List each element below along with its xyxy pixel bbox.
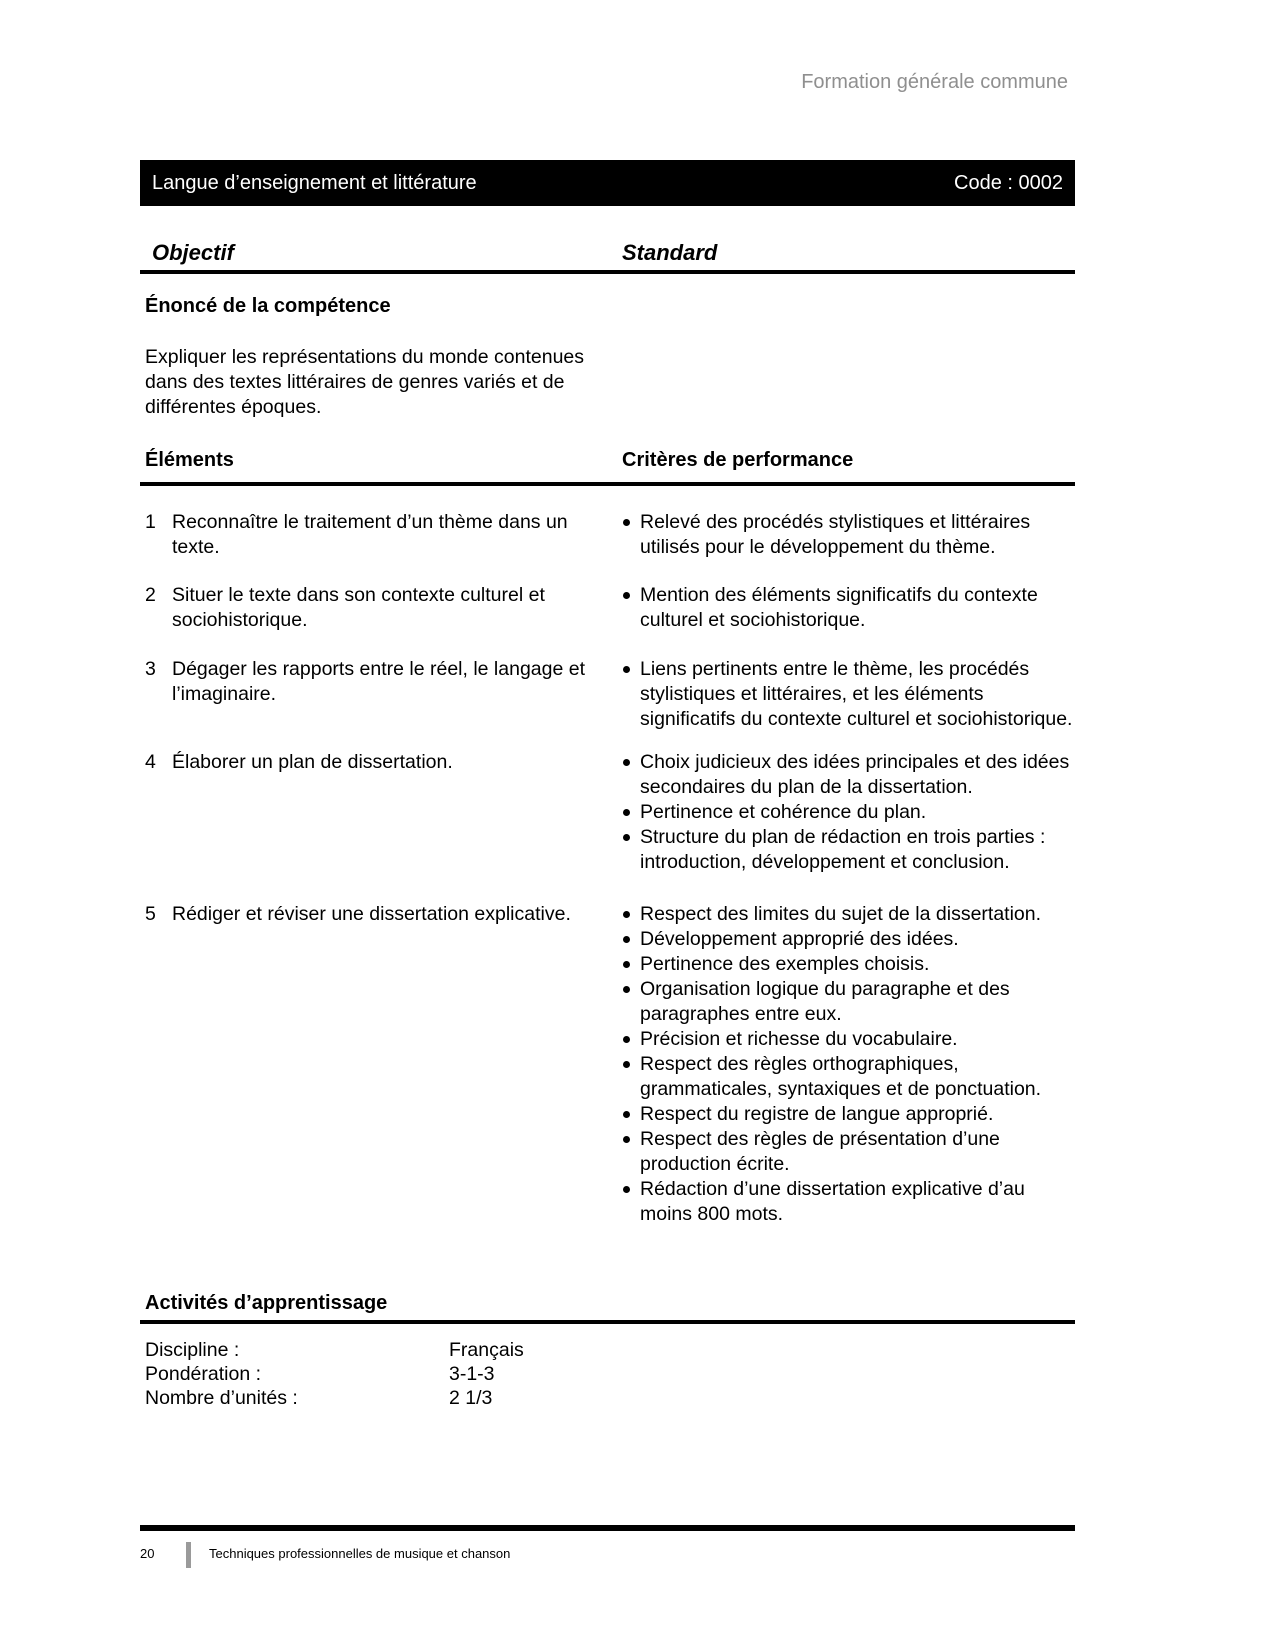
element-row	[140, 750, 1075, 875]
criterion-item	[622, 800, 1075, 825]
criterion-item	[622, 1127, 1075, 1177]
criterion-item	[622, 1102, 1075, 1127]
criterion-text: Respect du registre de langue approprié.	[640, 1103, 994, 1125]
field-value: 3-1-3	[449, 1363, 495, 1385]
criterion-text: Organisation logique du paragraphe et des paragraphes entre eux.	[640, 978, 1010, 1025]
field-row	[145, 1338, 524, 1362]
bullet-icon	[622, 952, 640, 977]
criterion-item	[622, 750, 1075, 800]
bullet-icon	[622, 800, 640, 825]
criterion-item	[622, 510, 1075, 560]
activities-fields	[145, 1338, 524, 1410]
criterion-text: Choix judicieux des idées principales et des idées secondaires du plan de la dissertation.	[640, 751, 1070, 798]
standard-heading: Standard	[622, 240, 718, 265]
field-label: Nombre d’unités :	[145, 1387, 298, 1409]
bullet-icon	[622, 977, 640, 1002]
element-number: 5	[145, 903, 156, 925]
divider-rule	[140, 1320, 1075, 1324]
field-row	[145, 1386, 524, 1410]
element-row	[140, 583, 1075, 633]
element-cell	[140, 750, 622, 775]
criterion-item	[622, 1027, 1075, 1052]
table-headers	[140, 448, 1075, 478]
course-title: Langue d’enseignement et littérature	[152, 171, 477, 194]
elements-table	[140, 486, 1075, 1227]
element-number: 1	[145, 511, 156, 533]
criterion-item	[622, 583, 1075, 633]
section-headers	[140, 240, 1075, 270]
criterion-text: Pertinence des exemples choisis.	[640, 953, 930, 975]
criteria-cell	[622, 750, 1075, 875]
element-text: Dégager les rapports entre le réel, le langage et l’imaginaire.	[172, 658, 586, 705]
bullet-icon	[622, 1052, 640, 1077]
criteria-heading: Critères de performance	[622, 449, 854, 471]
field-row	[145, 1362, 524, 1386]
activities-heading: Activités d’apprentissage	[145, 1292, 388, 1314]
bullet-icon	[622, 825, 640, 850]
bullet-icon	[622, 657, 640, 682]
criterion-item	[622, 952, 1075, 977]
footer-divider	[186, 1542, 191, 1568]
bullet-icon	[622, 1102, 640, 1127]
field-value: 2 1/3	[449, 1387, 493, 1409]
footer	[140, 1542, 510, 1568]
criterion-text: Structure du plan de rédaction en trois parties : introduction, développement et conclusion.	[640, 826, 1046, 873]
bullet-icon	[622, 510, 640, 535]
criterion-text: Précision et richesse du vocabulaire.	[640, 1028, 958, 1050]
element-row	[140, 902, 1075, 1227]
criterion-item	[622, 927, 1075, 952]
element-text: Reconnaître le traitement d’un thème dans un texte.	[172, 511, 568, 558]
criterion-text: Relevé des procédés stylistiques et littéraires utilisés pour le développement du thème.	[640, 511, 1031, 558]
element-row	[140, 510, 1075, 560]
criterion-item	[622, 902, 1075, 927]
bullet-icon	[622, 1027, 640, 1052]
criterion-text: Pertinence et cohérence du plan.	[640, 801, 927, 823]
bullet-icon	[622, 750, 640, 775]
criterion-item	[622, 1177, 1075, 1227]
element-number: 4	[145, 751, 156, 773]
element-cell	[140, 583, 622, 633]
criteria-cell	[622, 583, 1075, 633]
field-label: Discipline :	[145, 1339, 240, 1361]
bullet-icon	[622, 1177, 640, 1202]
footer-rule	[140, 1525, 1075, 1531]
field-label: Pondération :	[145, 1363, 262, 1385]
criterion-text: Respect des limites du sujet de la dissertation.	[640, 903, 1042, 925]
field-value: Français	[449, 1339, 524, 1361]
criterion-text: Respect des règles de présentation d’une production écrite.	[640, 1128, 1000, 1175]
course-code: Code : 0002	[954, 171, 1063, 194]
title-bar	[140, 160, 1075, 206]
criteria-cell	[622, 510, 1075, 560]
criterion-text: Liens pertinents entre le thème, les procédés stylistiques et littéraires, et les éléments significatifs du contexte culturel et sociohistorique.	[640, 658, 1073, 730]
criterion-item	[622, 977, 1075, 1027]
criterion-item	[622, 825, 1075, 875]
bullet-icon	[622, 927, 640, 952]
element-text: Rédiger et réviser une dissertation explicative.	[172, 903, 571, 925]
bullet-icon	[622, 583, 640, 608]
criterion-item	[622, 657, 1075, 732]
criterion-text: Rédaction d’une dissertation explicative d’au moins 800 mots.	[640, 1178, 1025, 1225]
bullet-icon	[622, 902, 640, 927]
element-number: 3	[145, 658, 156, 680]
objectif-heading: Objectif	[152, 240, 234, 265]
footer-text: Techniques professionnelles de musique et chanson	[209, 1546, 511, 1561]
criterion-text: Respect des règles orthographiques, grammaticales, syntaxiques et de ponctuation.	[640, 1053, 1042, 1100]
element-text: Situer le texte dans son contexte culturel et sociohistorique.	[172, 584, 545, 631]
competence-heading: Énoncé de la compétence	[145, 295, 391, 317]
criteria-cell	[622, 657, 1075, 732]
element-cell	[140, 657, 622, 707]
element-cell	[140, 510, 622, 560]
criterion-item	[622, 1052, 1075, 1102]
bullet-icon	[622, 1127, 640, 1152]
criteria-cell	[622, 902, 1075, 1227]
criterion-text: Développement approprié des idées.	[640, 928, 959, 950]
page-number: 20	[140, 1546, 155, 1561]
elements-heading: Éléments	[145, 449, 234, 471]
divider-rule	[140, 270, 1075, 274]
competence-text: Expliquer les représentations du monde contenues dans des textes littéraires de genres variés et de différentes époques.	[145, 346, 585, 418]
element-cell	[140, 902, 622, 927]
header-note: Formation générale commune	[801, 71, 1068, 93]
criterion-text: Mention des éléments significatifs du contexte culturel et sociohistorique.	[640, 584, 1038, 631]
element-row	[140, 657, 1075, 732]
element-number: 2	[145, 584, 156, 606]
element-text: Élaborer un plan de dissertation.	[172, 751, 453, 773]
